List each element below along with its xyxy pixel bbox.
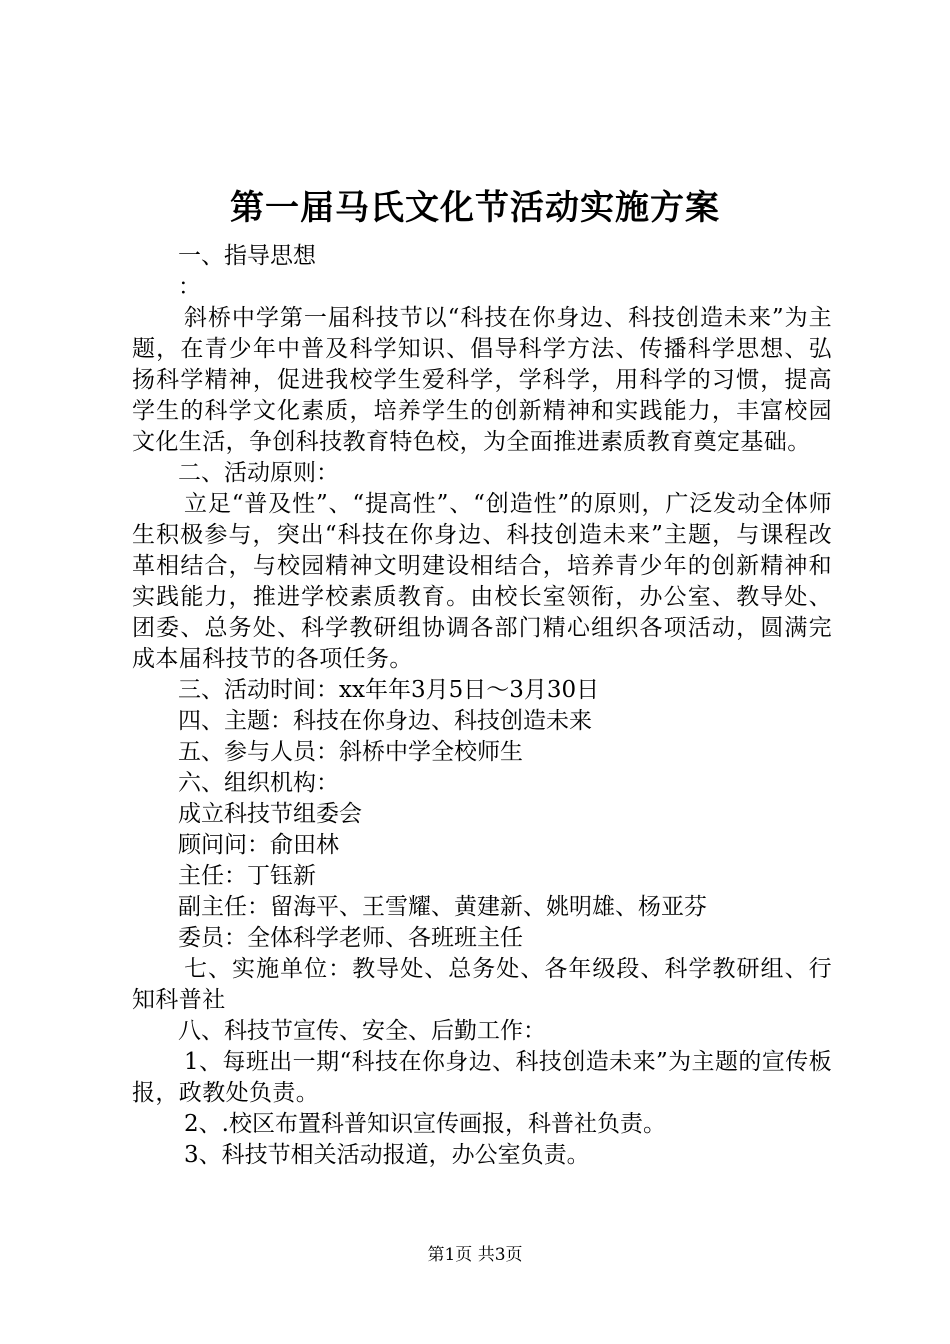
section3-time: 三、活动时间：xx年年3月5日～3月30日: [178, 677, 600, 703]
section4-theme: 四、主题：科技在你身边、科技创造未来: [178, 708, 592, 734]
section1-heading: 一、指导思想: [178, 243, 316, 269]
org-members: 委员：全体科学老师、各班班主任: [178, 925, 523, 951]
section6-heading: 六、组织机构：: [178, 770, 339, 796]
section2-heading: 二、活动原则：: [178, 460, 339, 486]
section2-paragraph: 立足“普及性”、“提高性”、“创造性”的原则，广泛发动全体师生积极参与，突出“科技在你身边、科技创造未来”主题，与课程改革相结合，与校园精神文明建设相结合，培养青少年的创新精神和实践能力，推进学校素质教育。由校长室领衔，办公室、教导处、团委、总务处、科学教研组协调各部门精心组织各项活动，圆满完成本届科技节的各项任务。: [132, 491, 832, 672]
section1-colon: ：: [178, 274, 201, 300]
document-body: [132, 210, 832, 1171]
section7-units: 七、实施单位：教导处、总务处、各年级段、科学教研组、行知科普社: [132, 956, 832, 1013]
document-title: 第一届马氏文化节活动实施方案: [230, 188, 720, 228]
title-spacer: [132, 210, 832, 241]
section8-heading: 八、科技节宣传、安全、后勤工作：: [178, 1018, 546, 1044]
item2-posters: 2、.校区布置科普知识宣传画报，科普社负责。: [184, 1111, 666, 1137]
item3-reports: 3、科技节相关活动报道，办公室负责。: [184, 1142, 590, 1168]
org-advisor: 顾问问：俞田林: [178, 832, 339, 858]
item1-blackboard: 1、每班出一期“科技在你身边、科技创造未来”为主题的宣传板报，政教处负责。: [132, 1049, 832, 1106]
section5-participants: 五、参与人员：斜桥中学全校师生: [178, 739, 523, 765]
org-director: 主任：丁钰新: [178, 863, 316, 889]
org-vice-directors: 副主任：留海平、王雪耀、黄建新、姚明雄、杨亚芬: [178, 894, 707, 920]
org-committee: 成立科技节组委会: [178, 801, 362, 827]
page-footer: 第1页 共3页: [427, 1245, 523, 1265]
section1-paragraph: 斜桥中学第一届科技节以“科技在你身边、科技创造未来”为主题，在青少年中普及科学知识、倡导科学方法、传播科学思想、弘扬科学精神，促进我校学生爱科学，学科学，用科学的习惯，提高学生的科学文化素质，培养学生的创新精神和实践能力，丰富校园文化生活，争创科技教育特色校，为全面推进素质教育奠定基础。: [132, 305, 832, 455]
